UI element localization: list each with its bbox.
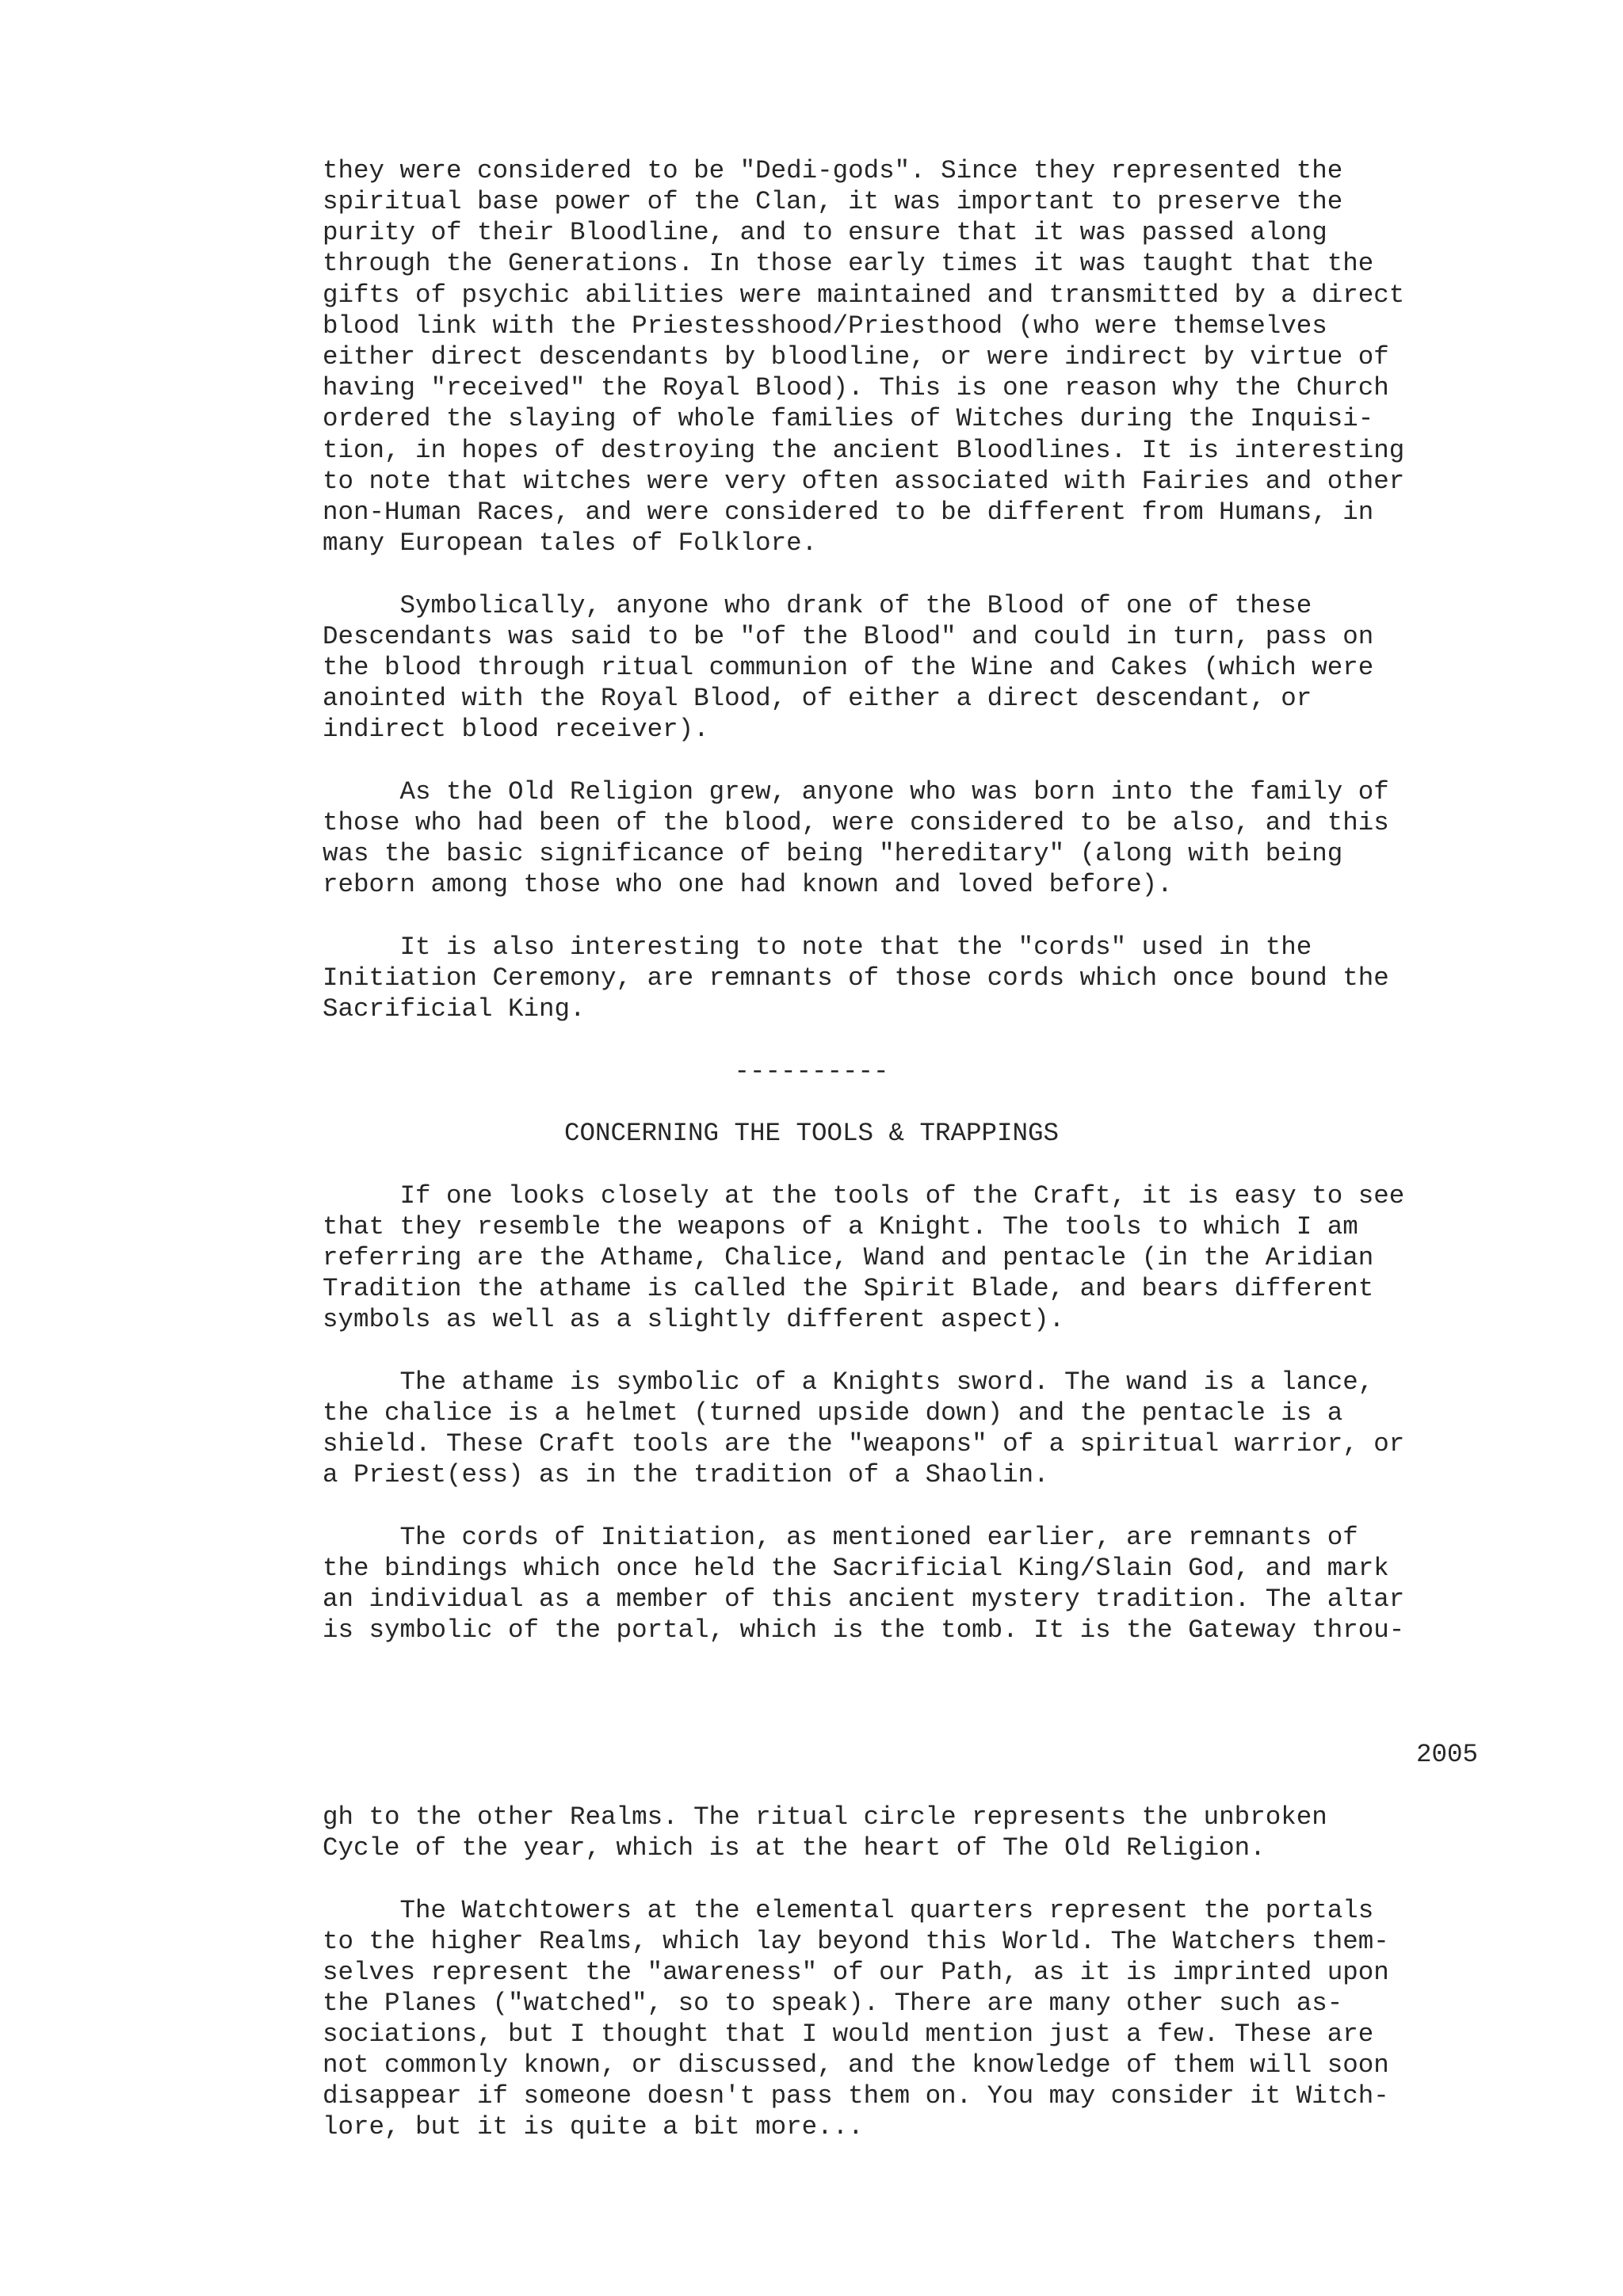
text-line: disappear if someone doesn't pass them on. You may consider it Witch- xyxy=(323,2081,1389,2111)
text-line: referring are the Athame, Chalice, Wand and pentacle (in the Aridian xyxy=(323,1243,1374,1272)
text-line: having "received" the Royal Blood). This is one reason why the Church xyxy=(323,373,1389,402)
text-line: is symbolic of the portal, which is the tomb. It is the Gateway throu- xyxy=(323,1615,1405,1645)
text-line: tion, in hopes of destroying the ancient Bloodlines. It is interesting xyxy=(323,436,1405,465)
text-line: to the higher Realms, which lay beyond this World. The Watchers them- xyxy=(323,1927,1389,1956)
text-line: the chalice is a helmet (turned upside down) and the pentacle is a xyxy=(323,1398,1343,1428)
text-line: blood link with the Priestesshood/Priesthood (who were themselves xyxy=(323,311,1327,341)
text-line: If one looks closely at the tools of the Craft, it is easy to see xyxy=(323,1181,1405,1211)
text-line: gh to the other Realms. The ritual circle represents the unbroken xyxy=(323,1802,1327,1832)
section-divider: ---------- xyxy=(734,1057,889,1086)
text-line: was the basic significance of being "hereditary" (along with being xyxy=(323,839,1343,868)
text-line: many European tales of Folklore. xyxy=(323,528,818,558)
text-line: anointed with the Royal Blood, of either a direct descendant, or xyxy=(323,684,1312,713)
text-line: The cords of Initiation, as mentioned earlier, are remnants of xyxy=(323,1523,1358,1552)
text-line: sociations, but I thought that I would mention just a few. These are xyxy=(323,2019,1374,2049)
text-line: those who had been of the blood, were considered to be also, and this xyxy=(323,808,1389,837)
text-line: gifts of psychic abilities were maintained and transmitted by a direct xyxy=(323,280,1405,310)
text-line: Descendants was said to be "of the Blood" and could in turn, pass on xyxy=(323,622,1374,651)
text-line: the blood through ritual communion of the Wine and Cakes (which were xyxy=(323,653,1374,682)
text-line: The athame is symbolic of a Knights sword. The wand is a lance, xyxy=(323,1367,1374,1397)
text-line: As the Old Religion grew, anyone who was born into the family of xyxy=(323,777,1389,807)
text-line: the bindings which once held the Sacrificial King/Slain God, and mark xyxy=(323,1554,1389,1583)
text-line: ordered the slaying of whole families of Witches during the Inquisi- xyxy=(323,404,1374,433)
text-line: the Planes ("watched", so to speak). There are many other such as- xyxy=(323,1989,1343,2018)
text-line: Symbolically, anyone who drank of the Blood of one of these xyxy=(323,591,1312,620)
text-line: that they resemble the weapons of a Knight. The tools to which I am xyxy=(323,1212,1358,1241)
text-line: reborn among those who one had known and loved before). xyxy=(323,870,1173,899)
text-line: The Watchtowers at the elemental quarters represent the portals xyxy=(323,1896,1374,1925)
text-line: symbols as well as a slightly different aspect). xyxy=(323,1305,1065,1334)
page-number: 2005 xyxy=(1415,1740,1478,1769)
text-line: Initiation Ceremony, are remnants of those cords which once bound the xyxy=(323,963,1389,993)
text-line: they were considered to be "Dedi-gods". Since they represented the xyxy=(323,156,1343,185)
section-heading: CONCERNING THE TOOLS & TRAPPINGS xyxy=(563,1119,1060,1148)
text-line: an individual as a member of this ancient mystery tradition. The altar xyxy=(323,1585,1405,1614)
text-line: Tradition the athame is called the Spirit Blade, and bears different xyxy=(323,1274,1374,1303)
text-line: It is also interesting to note that the "cords" used in the xyxy=(323,933,1312,962)
text-line: either direct descendants by bloodline, or were indirect by virtue of xyxy=(323,342,1389,372)
text-line: Sacrificial King. xyxy=(323,994,586,1024)
text-line: through the Generations. In those early times it was taught that the xyxy=(323,249,1374,278)
text-line: a Priest(ess) as in the tradition of a Shaolin. xyxy=(323,1460,1049,1489)
text-line: to note that witches were very often associated with Fairies and other xyxy=(323,467,1405,496)
text-line: selves represent the "awareness" of our Path, as it is imprinted upon xyxy=(323,1958,1389,1987)
text-line: lore, but it is quite a bit more... xyxy=(323,2112,864,2142)
text-line: not commonly known, or discussed, and the knowledge of them will soon xyxy=(323,2050,1389,2080)
text-line: shield. These Craft tools are the "weapons" of a spiritual warrior, or xyxy=(323,1429,1405,1459)
text-line: purity of their Bloodline, and to ensure that it was passed along xyxy=(323,218,1327,247)
text-line: spiritual base power of the Clan, it was important to preserve the xyxy=(323,187,1343,216)
text-line: non-Human Races, and were considered to be different from Humans, in xyxy=(323,498,1374,527)
text-line: indirect blood receiver). xyxy=(323,715,709,744)
text-line: Cycle of the year, which is at the heart of The Old Religion. xyxy=(323,1833,1266,1863)
